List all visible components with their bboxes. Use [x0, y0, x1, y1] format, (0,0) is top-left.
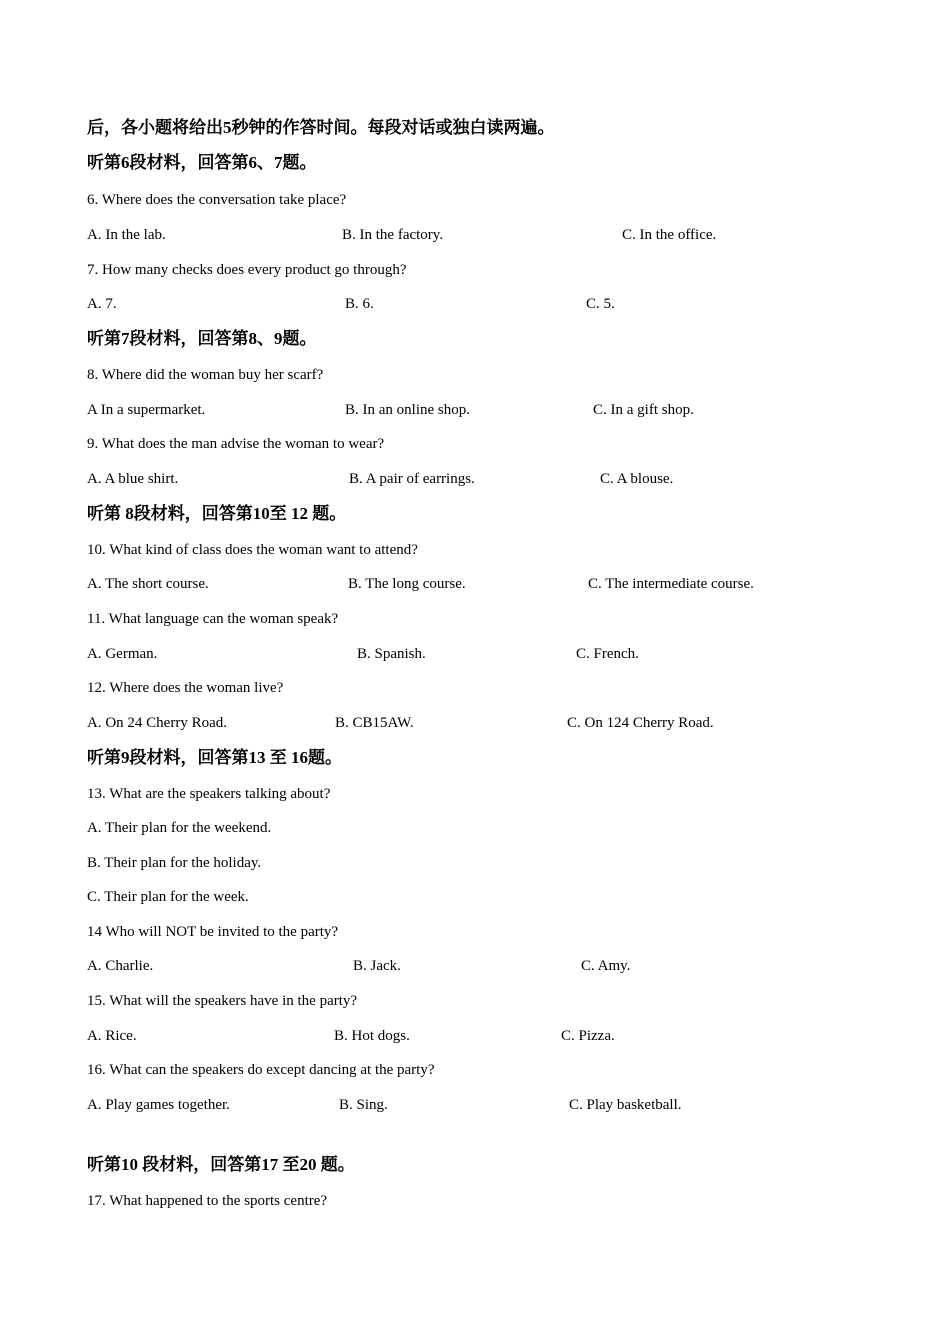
section-heading-9: 听第9段材料，回答第13 至 16题。 — [87, 748, 342, 767]
q15-option-b: B. Hot dogs. — [334, 1028, 410, 1044]
question-8: 8. Where did the woman buy her scarf? — [87, 367, 324, 383]
q16-option-c: C. Play basketball. — [569, 1097, 682, 1113]
question-11: 11. What language can the woman speak? — [87, 611, 339, 627]
q11-option-b: B. Spanish. — [357, 646, 426, 662]
q16-option-a: A. Play games together. — [87, 1097, 230, 1113]
q10-option-b: B. The long course. — [348, 576, 466, 592]
q13-option-b: B. Their plan for the holiday. — [87, 855, 262, 871]
section-heading-8: 听第 8段材料，回答第10至 12 题。 — [87, 504, 347, 523]
q11-option-a: A. German. — [87, 646, 158, 662]
q14-option-c: C. Amy. — [581, 958, 631, 974]
q14-option-a: A. Charlie. — [87, 958, 154, 974]
q7-option-c: C. 5. — [586, 296, 615, 312]
q12-option-a: A. On 24 Cherry Road. — [87, 715, 227, 731]
q9-option-a: A. A blue shirt. — [87, 471, 179, 487]
section-heading-7: 听第7段材料，回答第8、9题。 — [87, 329, 317, 348]
q10-option-c: C. The intermediate course. — [588, 576, 754, 592]
q6-option-b: B. In the factory. — [342, 227, 444, 243]
q13-option-a: A. Their plan for the weekend. — [87, 820, 272, 836]
q8-option-b: B. In an online shop. — [345, 402, 470, 418]
q15-option-c: C. Pizza. — [561, 1028, 615, 1044]
question-13: 13. What are the speakers talking about? — [87, 786, 331, 802]
q12-option-b: B. CB15AW. — [335, 715, 414, 731]
q9-option-b: B. A pair of earrings. — [349, 471, 475, 487]
question-12: 12. Where does the woman live? — [87, 680, 284, 696]
question-16: 16. What can the speakers do except dancing at the party? — [87, 1062, 435, 1078]
q12-option-c: C. On 124 Cherry Road. — [567, 715, 714, 731]
section-heading-6: 听第6段材料，回答第6、7题。 — [87, 153, 317, 172]
section-heading-10: 听第10 段材料，回答第17 至20 题。 — [87, 1155, 355, 1174]
q16-option-b: B. Sing. — [339, 1097, 388, 1113]
q6-option-c: C. In the office. — [622, 227, 717, 243]
q7-option-b: B. 6. — [345, 296, 374, 312]
q6-option-a: A. In the lab. — [87, 227, 166, 243]
q10-option-a: A. The short course. — [87, 576, 209, 592]
question-10: 10. What kind of class does the woman want to attend? — [87, 542, 418, 558]
q8-option-c: C. In a gift shop. — [593, 402, 694, 418]
question-15: 15. What will the speakers have in the party? — [87, 993, 358, 1009]
q15-option-a: A. Rice. — [87, 1028, 137, 1044]
question-17: 17. What happened to the sports centre? — [87, 1193, 328, 1209]
question-9: 9. What does the man advise the woman to wear? — [87, 436, 385, 452]
q9-option-c: C. A blouse. — [600, 471, 674, 487]
question-6: 6. Where does the conversation take place? — [87, 192, 347, 208]
q13-option-c: C. Their plan for the week. — [87, 889, 249, 905]
q8-option-a: A In a supermarket. — [87, 402, 206, 418]
question-14: 14 Who will NOT be invited to the party? — [87, 924, 339, 940]
q11-option-c: C. French. — [576, 646, 639, 662]
q14-option-b: B. Jack. — [353, 958, 401, 974]
question-7: 7. How many checks does every product go through? — [87, 262, 407, 278]
q7-option-a: A. 7. — [87, 296, 117, 312]
instructions-intro: 后，各小题将给出5秒钟的作答时间。每段对话或独白读两遍。 — [87, 118, 555, 137]
